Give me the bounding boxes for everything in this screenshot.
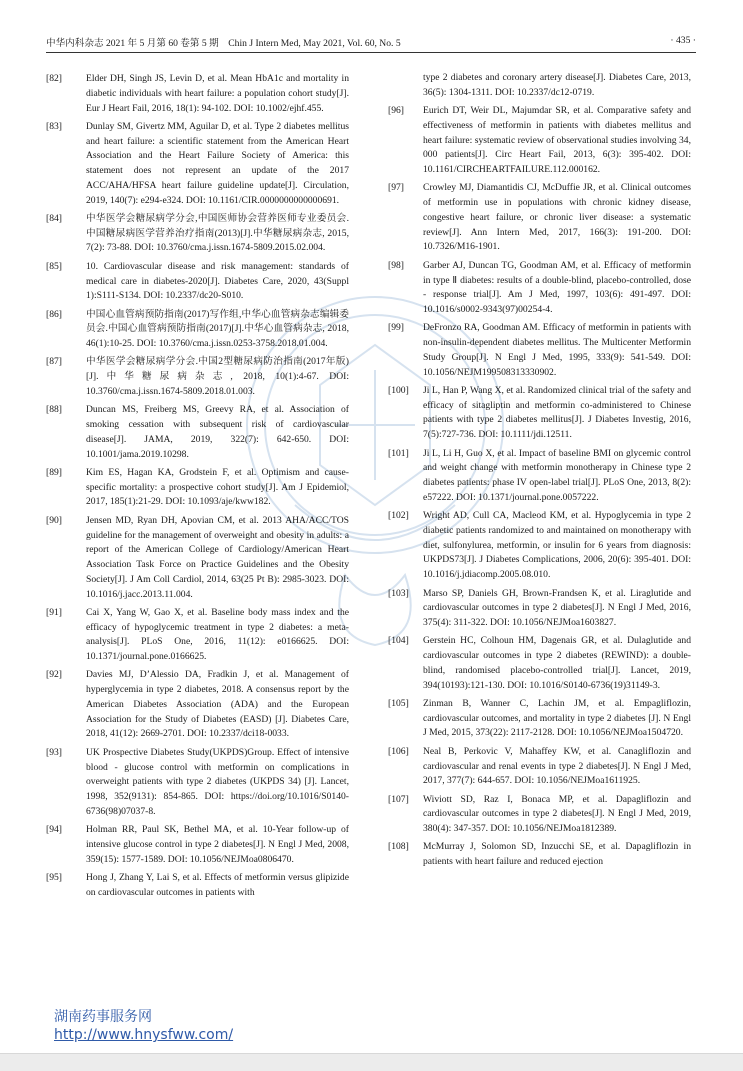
reference-text: DeFronzo RA, Goodman AM. Efficacy of metformin in patients with non-insulin-dependent diabetes mellitus. The Multicenter Metformin Study Group[J]. N Engl J Med, 1995, 333(9): 541-549. DOI: 10.1056/NEJM199508313330902. <box>423 322 691 378</box>
reference-number: [99] <box>388 322 404 334</box>
reference-text: Davies MJ, D’Alessio DA, Fradkin J, et al. Management of hyperglycemia in type 2 diabetes, 2018. A consensus report by the American Diabetes Association (ADA) and the European Association for the Study of Diabetes (EASD) [J]. Diabetes Care, 2018, 41(12): 2669-2701. DOI: 10.2337/dci18-0033. <box>86 669 349 740</box>
reference-number: [93] <box>46 746 62 758</box>
reference-text: Hong J, Zhang Y, Lai S, et al. Effects of metformin versus glipizide on cardiovascular outcomes in patients with <box>86 871 349 898</box>
reference-item <box>388 793 691 837</box>
reference-item <box>388 587 691 631</box>
reference-item <box>46 871 349 901</box>
site-name: 湖南药事服务网 <box>54 1009 152 1025</box>
reference-text: 10. Cardiovascular disease and risk management: standards of medical care in diabetes-2020[J]. Diabetes Care, 2020, 43(Suppl 1):S111-S134. DOI: 10.2337/dc20-S010. <box>86 260 349 302</box>
reference-item <box>388 447 691 506</box>
reference-text: 中华医学会糖尿病学分会.中国2型糖尿病防治指南(2017年版)[J].中华糖尿病杂志, 2018, 10(1):4-67. DOI: 10.3760/cma.j.issn.1674-5809.2018.01.003. <box>86 356 349 397</box>
reference-item <box>388 509 691 583</box>
reference-item <box>388 384 691 443</box>
reference-number: [102] <box>388 510 409 522</box>
reference-number: [95] <box>46 871 62 883</box>
reference-number: [89] <box>46 466 62 478</box>
reference-number: [85] <box>46 260 62 272</box>
reference-number: [96] <box>388 105 404 117</box>
page-number: · 435 · <box>670 35 696 46</box>
reference-item <box>46 823 349 867</box>
reference-item <box>388 840 691 870</box>
reference-text: Gerstein HC, Colhoun HM, Dagenais GR, et al. Dulaglutide and cardiovascular outcomes in type 2 diabetes (REWIND): a double-blind, randomised placebo-controlled trial[J]. Lancet, 2019, 394(10193):121-130. DOI: 10.1016/S0140-6736(19)31149-3. <box>423 635 691 691</box>
reference-text: Duncan MS, Freiberg MS, Greevy RA, et al. Association of smoking cessation with subsequent risk of cardiovascular disease[J]. JAMA, 2019, 322(7): 642-650. DOI: 10.1001/jama.2019.10298. <box>86 404 349 460</box>
site-url-link[interactable]: http://www.hnysfww.com/ <box>54 1027 234 1043</box>
reference-item <box>46 308 349 352</box>
reference-item <box>388 634 691 693</box>
reference-number: [90] <box>46 514 62 526</box>
reference-number: [98] <box>388 259 404 271</box>
reference-item <box>388 181 691 255</box>
reference-item <box>388 104 691 178</box>
reference-number: [83] <box>46 120 62 132</box>
reference-text: Elder DH, Singh JS, Levin D, et al. Mean HbA1c and mortality in diabetic individuals with heart failure: a population cohort study[J]. Eur J Heart Fail, 2016, 18(1): 94-102. DOI: 10.1002/ejhf.455. <box>86 73 349 114</box>
reference-text: Dunlay SM, Givertz MM, Aguilar D, et al. Type 2 diabetes mellitus and heart failure: a scientific statement from the American Heart Association and the Heart Failure Society of America: this statement does not represent an update of the 2017 ACC/AHA/HFSA heart failure guideline update[J]. Circulation, 2019, 140(7): e294-e324. DOI: 10.1161/CIR.0000000000000691. <box>86 120 349 206</box>
reference-text: Garber AJ, Duncan TG, Goodman AM, et al. Efficacy of metformin in type Ⅱ diabetes: results of a double-blind, placebo-controlled, dose - response trial[J]. Am J Med, 1997, 103(6): 491-497. DOI: 10.1016/s0002-9343(97)00254-4. <box>423 259 691 316</box>
reference-number: [92] <box>46 669 62 681</box>
reference-item <box>388 259 691 318</box>
reference-text: Ji L, Han P, Wang X, et al. Randomized clinical trial of the safety and efficacy of sitagliptin and metformin co-administered to Chinese patients with type 2 diabetes mellitus[J]. J Diabetes Investig, 2016, 7(5):727-736. DOI: 10.1111/jdi.12511. <box>423 384 691 441</box>
header-divider <box>46 52 696 53</box>
running-header <box>46 35 696 51</box>
reference-item <box>46 120 349 209</box>
reference-column-left <box>46 72 349 900</box>
reference-item <box>46 403 349 462</box>
reference-text: 中国心血管病预防指南(2017)写作组,中华心血管病杂志编辑委员会.中国心血管病预防指南(2017)[J].中华心血管病杂志, 2018, 46(1):10-25. DOI: 10.3760/cma.j.issn.0253-3758.2018.01.004. <box>86 308 349 350</box>
reference-text: Wright AD, Cull CA, Macleod KM, et al. Hypoglycemia in type 2 diabetic patients randomized to and maintained on monotherapy with diet, sulfonylurea, metformin, or insulin for 6 years from diagnosis: UKPDS73[J]. J Diabetes Complications, 2006, 20(6): 395-401. DOI: 10.1016/j.jdiacomp.2005.08.010. <box>423 510 691 581</box>
reference-number: [100] <box>388 384 409 396</box>
reference-number: [84] <box>46 212 62 224</box>
reference-number: [97] <box>388 182 404 194</box>
reference-number: [104] <box>388 635 409 647</box>
reference-number: [94] <box>46 824 62 836</box>
reference-text: Eurich DT, Weir DL, Majumdar SR, et al. Comparative safety and effectiveness of metformin in patients with diabetes mellitus and heart failure: systematic review of observational studies involving 34, 000 patients[J]. Circ Heart Fail, 2013, 6(3): 395-402. DOI: 10.1161/CIRCHEARTFAILURE.112.000162. <box>423 105 691 176</box>
journal-citation-header: 中华内科杂志 2021 年 5 月第 60 卷第 5 期 Chin J Intern Med, May 2021, Vol. 60, No. 5 <box>46 38 401 49</box>
reference-item <box>46 746 349 820</box>
reference-item <box>46 668 349 742</box>
reference-text: Kim ES, Hagan KA, Grodstein F, et al. Optimism and cause-specific mortality: a prospective cohort study[J]. Am J Epidemiol, 2017, 185(1):21-29. DOI: 10.1093/aje/kww182. <box>86 466 349 508</box>
reference-number: [91] <box>46 606 62 618</box>
reference-number: [88] <box>46 404 62 416</box>
reference-item <box>46 606 349 665</box>
reference-number: [101] <box>388 447 409 459</box>
reference-text: Zinman B, Wanner C, Lachin JM, et al. Empagliflozin, cardiovascular outcomes, and mortality in type 2 diabetes [J]. N Engl J Med, 2015, 373(22): 2117-2128. DOI: 10.1056/NEJMoa1504720. <box>423 697 691 739</box>
reference-text: Holman RR, Paul SK, Bethel MA, et al. 10-Year follow-up of intensive glucose control in type 2 diabetes[J]. N Engl J Med, 2008, 359(15): 1577-1589. DOI: 10.1056/NEJMoa0806470. <box>86 824 349 865</box>
viewer-bottom-bar <box>0 1053 743 1071</box>
reference-number: [108] <box>388 841 409 853</box>
reference-text: 中华医学会糖尿病学分会,中国医师协会营养医师专业委员会.中国糖尿病医学营养治疗指南(2013)[J].中华糖尿病杂志, 2015, 7(2): 73-88. DOI: 10.3760/cma.j.issn.1674-5809.2015.02.004. <box>86 212 349 254</box>
reference-number: [107] <box>388 793 409 805</box>
reference-item <box>46 212 349 256</box>
reference-number: [106] <box>388 745 409 757</box>
reference-number: [86] <box>46 308 62 320</box>
reference-item <box>46 260 349 304</box>
reference-text: Marso SP, Daniels GH, Brown-Frandsen K, et al. Liraglutide and cardiovascular outcomes in type 2 diabetes[J]. N Engl J Med, 2016, 375(4): 311-322. DOI: 10.1056/NEJMoa1603827. <box>423 587 691 628</box>
reference-text: McMurray J, Solomon SD, Inzucchi SE, et al. Dapagliflozin in patients with heart failure and reduced ejection <box>423 841 691 868</box>
reference-number: [82] <box>46 73 62 84</box>
reference-item <box>46 72 349 116</box>
reference-number: [103] <box>388 587 409 599</box>
reference-text: Neal B, Perkovic V, Mahaffey KW, et al. Canagliflozin and cardiovascular and renal events in type 2 diabetes[J]. N Engl J Med, 2017, 377(7): 644-657. DOI: 10.1056/NEJMoa1611925. <box>423 745 691 787</box>
reference-number: [105] <box>388 697 409 709</box>
reference-item <box>388 745 691 789</box>
reference-text: Cai X, Yang W, Gao X, et al. Baseline body mass index and the efficacy of hypoglycemic treatment in type 2 diabetes: a meta-analysis[J]. PLoS One, 2016, 11(12): e0166625. DOI: 10.1371/journal.pone.0166625. <box>86 606 349 663</box>
reference-item <box>46 355 349 399</box>
reference-item <box>46 514 349 603</box>
reference-continuation: type 2 diabetes and coronary artery disease[J]. Diabetes Care, 2013, 36(5): 1304-1311. DOI: 10.2337/dc12-0719. <box>423 72 691 98</box>
site-watermark <box>54 1008 233 1044</box>
reference-text: Ji L, Li H, Guo X, et al. Impact of baseline BMI on glycemic control and weight change with metformin monotherapy in Chinese type 2 diabetes patients: phase IV open-label trial[J]. PLoS One, 2013, 8(2): e57222. DOI: 10.1371/journal.pone.0057222. <box>423 447 691 503</box>
reference-item <box>388 321 691 380</box>
reference-text: UK Prospective Diabetes Study(UKPDS)Group. Effect of intensive blood - glucose control with metformin on complications in overweight patients with type 2 diabetes (UKPDS 34) [J]. Lancet, 1998, 352(9131): 854-865. DOI: https://doi.org/10.1016/S0140-6736(98)07037-8. <box>86 746 349 817</box>
reference-text: Jensen MD, Ryan DH, Apovian CM, et al. 2013 AHA/ACC/TOS guideline for the management of overweight and obesity in adults: a report of the American College of Cardiology/American Heart Association Task Force on Practice Guidelines and the Obesity Society[J]. J Am Coll Cardiol, 2014, 63(25 Pt B): 2985-3023. DOI: 10.1016/j.jacc.2013.11.004. <box>86 514 349 600</box>
reference-number: [87] <box>46 356 62 368</box>
reference-text: Wiviott SD, Raz I, Bonaca MP, et al. Dapagliflozin and cardiovascular outcomes in type 2 diabetes[J]. N Engl J Med, 2019, 380(4): 347-357. DOI: 10.1056/NEJMoa1812389. <box>423 793 691 835</box>
reference-column-right <box>388 71 691 870</box>
reference-item <box>46 466 349 510</box>
reference-text: Crowley MJ, Diamantidis CJ, McDuffie JR, et al. Clinical outcomes of metformin use in populations with chronic kidney disease, congestive heart failure, or chronic liver disease: a systematic review[J]. Ann Intern Med, 2017, 166(3): 191-200. DOI: 10.7326/M16-1901. <box>423 182 691 253</box>
reference-item <box>388 697 691 741</box>
